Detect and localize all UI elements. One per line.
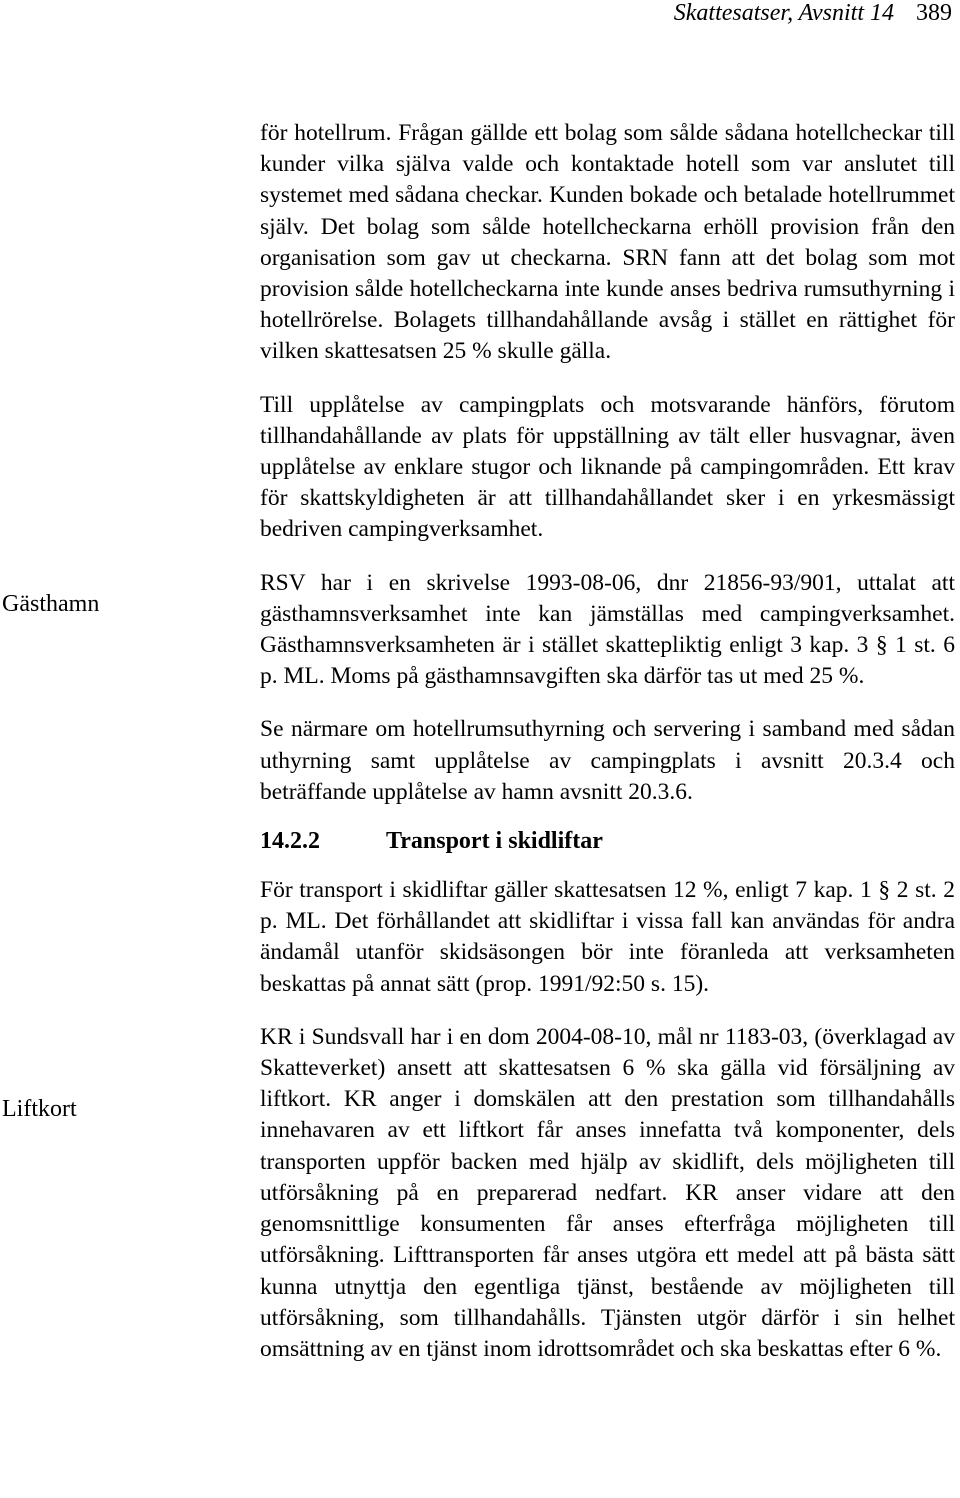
paragraph-camping: Till upplåtelse av campingplats och motsvarande hänförs, förutom tillhandahållande av plats för uppställning av tält eller husvagnar, även upplåtelse av enklare stugor och liknande på campingområden. Ett krav för skattskyldigheten är att tillhandahållandet sker i en yrkesmässigt bedriven campingverksamhet. [260,391,955,543]
body-text [260,118,955,1365]
margin-note-liftkort: Liftkort [2,1096,77,1122]
paragraph-liftkort: KR i Sundsvall har i en dom 2004-08-10, mål nr 1183-03, (överklagad av Skatteverket) ansett att skattesatsen 6 % ska gälla vid försäljning av liftkort. KR anger i domskälen att den prestation som tillhandahålls innehavaren av ett liftkort får anses innefatta två komponenter, dels transporten uppför backen med hjälp av skidlift, dels möjligheten till utförsåkning på en preparerad nedfart. KR anser vidare att den genomsnittlige konsumenten får anses efterfråga möjligheten till utförsåkning. Lifttransporten får anses utgöra ett medel att på bästa sätt kunna utnyttja den egentliga tjänst, bestående av möjligheten till utförsåkning, som tillhandahålls. Tjänsten utgör därför i sin helhet omsättning av en tjänst inom idrottsområdet och ska beskattas efter 6 %. [260,1023,955,1362]
paragraph-skidliftar: För transport i skidliftar gäller skattesatsen 12 %, enligt 7 kap. 1 § 2 st. 2 p. ML. Det förhållandet att skidliftar i vissa fall kan användas för andra ändamål utanför skidsäsongen bör inte föranleda att verksamheten beskattas på annat sätt (prop. 1991/92:50 s. 15). [260,877,955,997]
paragraph-hotel-checks: för hotellrum. Frågan gällde ett bolag som sålde sådana hotellcheckar till kunder vilka själva valde och kontaktade hotell som var anslutet till systemet med sådana checkar. Kunden bokade och betalade hotellrummet själv. Det bolag som sålde hotellcheckarna erhöll provision från den organisation som gav ut checkarna. SRN fann att det bolag som mot provision sålde hotellcheckarna inte kunde anses bedriva rumsuthyrning i hotellrörelse. Bolagets tillhandahållande avsåg i stället en rättighet för vilken skattesatsen 25 % skulle gälla. [260,120,955,365]
header-title: Skattesatser, Avsnitt 14 [673,0,894,26]
page-number: 389 [916,0,952,26]
section-number: 14.2.2 [260,828,320,855]
paragraph-reference: Se närmare om hotellrumsuthyrning och servering i samband med sådan uthyrning samt upplåtelse av campingplats i avsnitt 20.3.4 och beträffande upplåtelse av hamn avsnitt 20.3.6. [260,716,955,805]
margin-note-gasthamn: Gästhamn [2,591,100,617]
running-header [674,0,952,26]
section-title: Transport i skidliftar [386,828,603,855]
section-heading [260,826,955,857]
paragraph-gasthamn: RSV har i en skrivelse 1993-08-06, dnr 21856-93/901, uttalat att gästhamnsverksamhet inte kan jämställas med campingverksamhet. Gästhamnsverksamheten är i stället skattepliktig enligt 3 kap. 3 § 1 st. 6 p. ML. Moms på gästhamnsavgiften ska därför tas ut med 25 %. [260,569,955,690]
